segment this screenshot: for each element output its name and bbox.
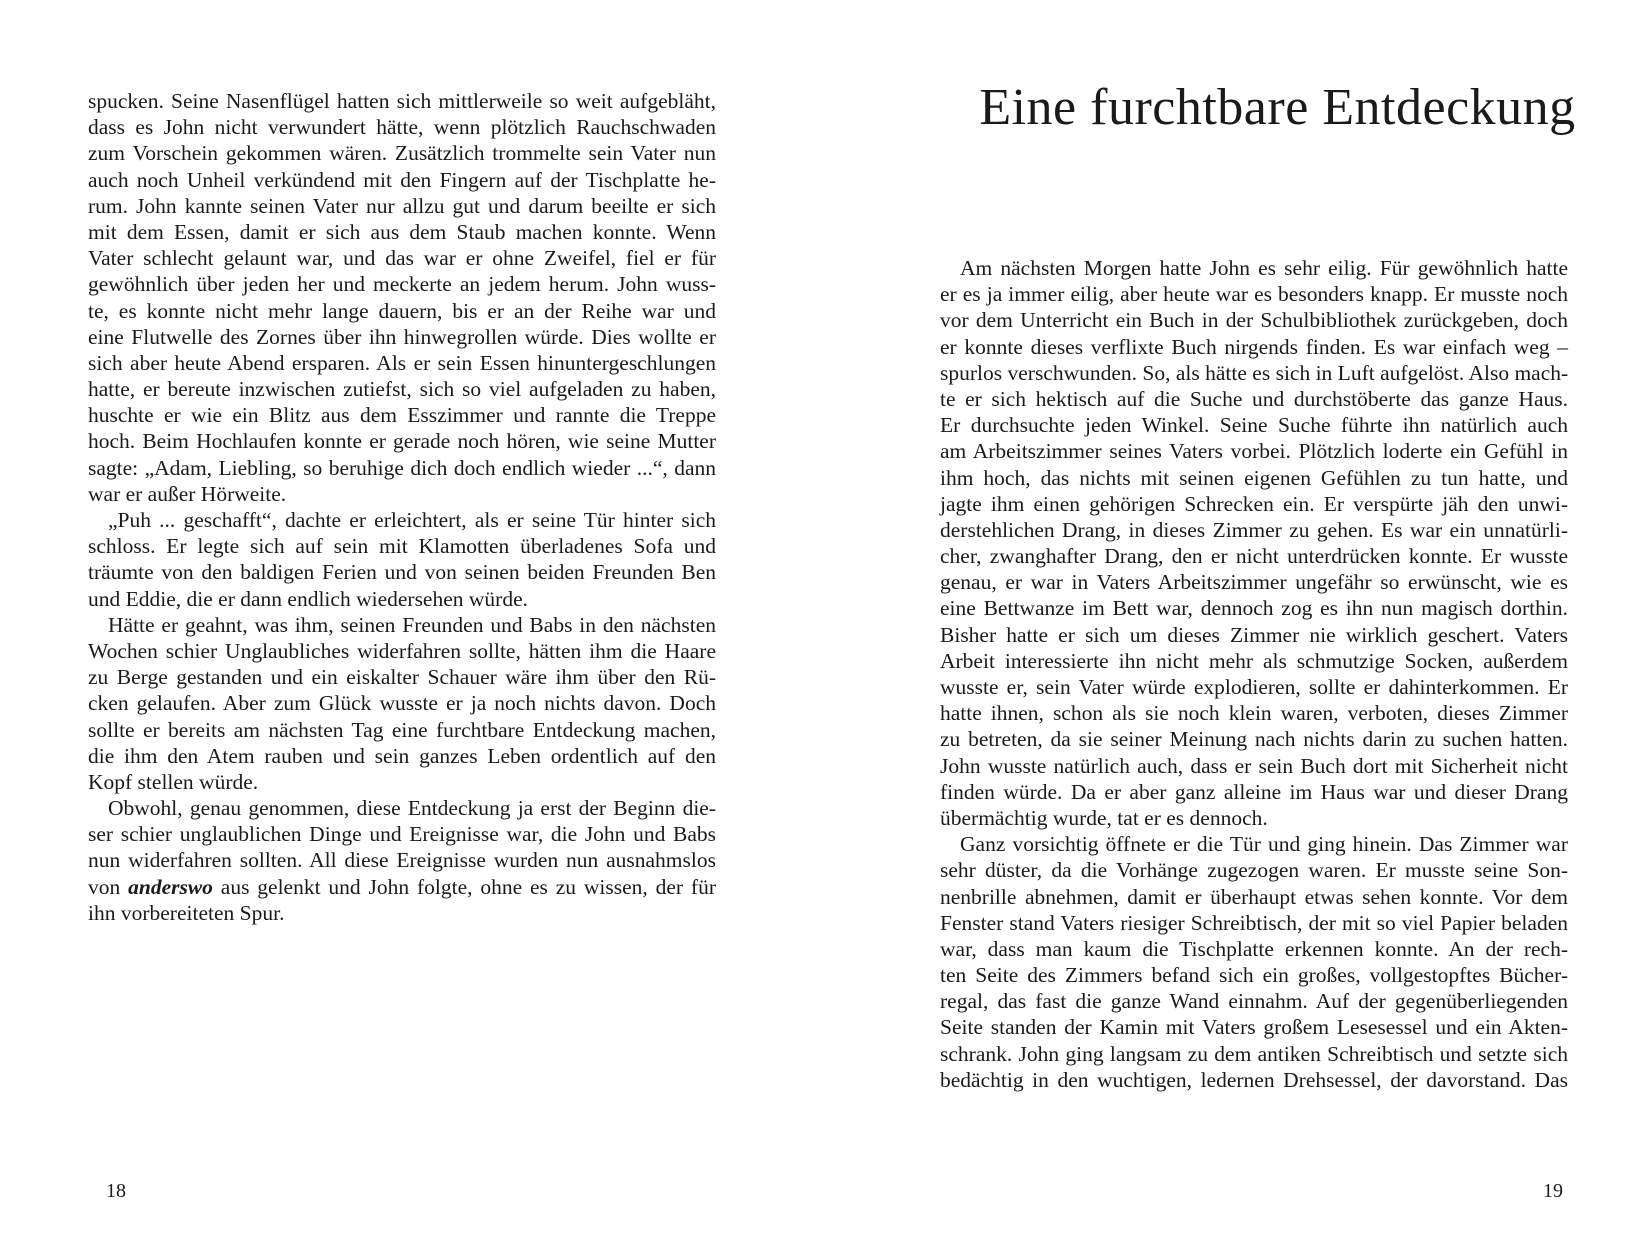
text-line: und Eddie, die er dann endlich wiedersehen würde. — [88, 586, 528, 611]
text-line: war, dass man kaum die Tischplatte erkennen konnte. An der rech- — [940, 936, 1568, 961]
text-line: war er außer Hörweite. — [88, 481, 287, 506]
right-page-number: 19 — [1543, 1180, 1563, 1202]
text-line: die ihm den Atem rauben und sein ganzes Leben ordentlich auf den — [88, 743, 716, 768]
text-line: te, es konnte nicht mehr lange dauern, bis er an der Reihe war und — [88, 298, 716, 323]
text-line: Hätte er geahnt, was ihm, seinen Freunden und Babs in den nächsten — [108, 612, 716, 637]
text-line: jagte ihm einen gehörigen Schrecken ein. Er verspürte jäh den unwi- — [940, 491, 1568, 516]
text-line: träumte von den baldigen Ferien und von seinen beiden Freunden Ben — [88, 560, 716, 585]
text-line: er konnte dieses verflixte Buch nirgends finden. Es war einfach weg – — [940, 334, 1568, 359]
text-line: cher, zwanghafter Drang, den er nicht unterdrücken konnte. Er wusste — [940, 544, 1568, 569]
text-line: nun widerfahren sollten. All diese Ereignisse wurden nun ausnahmslos — [88, 848, 716, 873]
text-line: sagte: „Adam, Liebling, so beruhige dich doch endlich wieder ...“, dann — [88, 455, 716, 480]
text-line: Vater schlecht gelaunt war, und das war er ohne Zweifel, fiel er für — [88, 246, 716, 271]
text-line: auch noch Unheil verkündend mit den Fingern auf der Tischplatte he- — [88, 167, 716, 192]
text-line: zu betreten, da sie seiner Meinung nach nichts darin zu suchen hatten. — [940, 727, 1568, 752]
text-line: Kopf stellen würde. — [88, 769, 259, 794]
text-line: John wusste natürlich auch, dass er sein Buch dort mit Sicherheit nicht — [940, 753, 1568, 778]
text-line: gewöhnlich über jeden her und meckerte an jedem herum. John wuss- — [88, 272, 716, 297]
text-line: dass es John nicht verwundert hätte, wenn plötzlich Rauchschwaden — [88, 115, 716, 140]
left-page-body-text — [88, 88, 716, 926]
text-line: hoch. Beim Hochlaufen konnte er gerade noch hören, wie seine Mutter — [88, 429, 716, 454]
text-line: sich aber heute Abend ersparen. Als er sein Essen hinuntergeschlungen — [88, 350, 716, 375]
text-segment: von — [88, 874, 129, 899]
text-line: er es ja immer eilig, aber heute war es besonders knapp. Er musste noch — [940, 282, 1568, 307]
text-line: „Puh ... geschafft“, dachte er erleichtert, als er seine Tür hinter sich — [108, 508, 716, 532]
text-line: Bisher hatte er sich um dieses Zimmer nie wirklich geschert. Vaters — [940, 622, 1568, 647]
text-line: Er durchsuchte jeden Winkel. Seine Suche führte ihn natürlich auch — [940, 413, 1568, 438]
text-line: am Arbeitszimmer seines Vaters vorbei. Plötzlich loderte ein Gefühl in — [940, 439, 1568, 464]
emphasized-word: anderswo — [128, 874, 213, 899]
text-line: vor dem Unterricht ein Buch in der Schulbibliothek zurückgeben, doch — [940, 308, 1568, 333]
text-line: Wochen schier Unglaubliches widerfahren sollte, hätten ihm die Haare — [88, 638, 716, 663]
text-line: Arbeit interessierte ihn nicht mehr als schmutzige Socken, außerdem — [940, 648, 1568, 673]
text-line: ser schier unglaublichen Dinge und Ereignisse war, die John und Babs — [88, 822, 716, 847]
text-line — [88, 874, 716, 900]
chapter-title: Eine furchtbare Entdeckung — [979, 79, 1576, 136]
text-line: Seite standen der Kamin mit Vaters großem Lesesessel und ein Akten- — [940, 1015, 1568, 1040]
left-page-number: 18 — [106, 1180, 126, 1202]
text-line: nenbrille abnehmen, damit er überhaupt etwas sehen konnte. Vor dem — [940, 884, 1568, 909]
text-line: Fenster stand Vaters riesiger Schreibtisch, der mit so viel Papier beladen — [940, 910, 1568, 935]
text-line: zu Berge gestanden und ein eiskalter Schauer wäre ihm über den Rü- — [88, 665, 716, 690]
text-line: eine Flutwelle des Zornes über ihn hinwegrollen würde. Dies wollte er — [88, 324, 716, 349]
text-line: genau, er war in Vaters Arbeitszimmer ungefähr so erwünscht, wie es — [940, 570, 1568, 595]
text-line: hatte, er bereute inzwischen zutiefst, sich so viel aufgeladen zu haben, — [88, 377, 716, 402]
text-segment: aus gelenkt und John folgte, ohne es zu wissen, der für — [212, 874, 716, 899]
text-line: spucken. Seine Nasenflügel hatten sich mittlerweile so weit aufgebläht, — [88, 89, 716, 113]
text-line: Obwohl, genau genommen, diese Entdeckung ja erst der Beginn die- — [108, 796, 716, 821]
text-line: regal, das fast die ganze Wand einnahm. Auf der gegenüberliegenden — [940, 989, 1568, 1014]
text-line: ten Seite des Zimmers befand sich ein großes, vollgestopftes Bücher- — [940, 963, 1568, 988]
text-line: schloss. Er legte sich auf sein mit Klamotten überladenes Sofa und — [88, 534, 716, 559]
text-line: bedächtig in den wuchtigen, ledernen Drehsessel, der davorstand. Das — [940, 1067, 1568, 1092]
text-line: zum Vorschein gekommen wären. Zusätzlich trommelte sein Vater nun — [88, 141, 716, 166]
text-line: cken gelaufen. Aber zum Glück wusste er ja noch nichts davon. Doch — [88, 691, 716, 716]
text-line: wusste er, sein Vater würde explodieren, sollte er dahinterkommen. Er — [940, 675, 1568, 699]
text-line: mit dem Essen, damit er sich aus dem Staub machen konnte. Wenn — [88, 219, 716, 244]
text-line: ihn vorbereiteten Spur. — [88, 900, 285, 925]
text-line: te er sich hektisch auf die Suche und durchstöberte das ganze Haus. — [940, 386, 1568, 411]
text-line: sehr düster, da die Vorhänge zugezogen waren. Er musste seine Son- — [940, 858, 1568, 883]
text-line: derstehlichen Drang, in dieses Zimmer zu gehen. Es war ein unnatürli- — [940, 517, 1568, 542]
text-line: sollte er bereits am nächsten Tag eine furchtbare Entdeckung machen, — [88, 717, 716, 742]
text-line: ihm hoch, das nichts mit seinen eigenen Gefühlen zu tun hatte, und — [940, 465, 1568, 490]
text-line: finden würde. Da er aber ganz alleine im Haus war und dieser Drang — [940, 779, 1568, 804]
text-line: hatte ihnen, schon als sie noch klein waren, verboten, dieses Zimmer — [940, 701, 1568, 726]
right-page-body-text — [940, 255, 1568, 1093]
text-line: spurlos verschwunden. So, als hätte es sich in Luft aufgelöst. Also mach- — [940, 360, 1569, 385]
text-line: huschte er wie ein Blitz aus dem Esszimmer und rannte die Treppe — [88, 403, 716, 428]
text-line: Ganz vorsichtig öffnete er die Tür und ging hinein. Das Zimmer war — [960, 832, 1568, 857]
text-line: schrank. John ging langsam zu dem antiken Schreibtisch und setzte sich — [940, 1041, 1568, 1066]
text-line: eine Bettwanze im Bett war, dennoch zog es ihn nun magisch dorthin. — [940, 596, 1568, 621]
text-line: Am nächsten Morgen hatte John es sehr eilig. Für gewöhnlich hatte — [960, 256, 1568, 280]
text-line: rum. John kannte seinen Vater nur allzu gut und darum beeilte er sich — [88, 193, 716, 218]
right-page — [825, 0, 1650, 1240]
text-line: übermächtig wurde, tat er es dennoch. — [940, 805, 1268, 830]
